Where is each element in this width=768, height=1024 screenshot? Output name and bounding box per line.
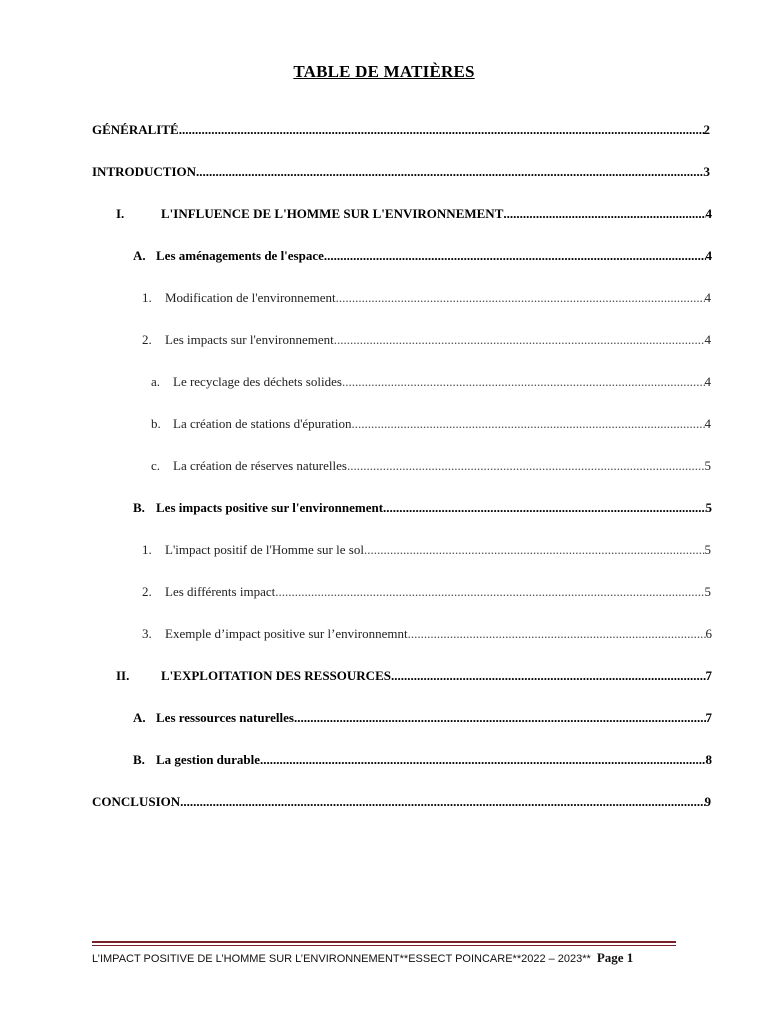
toc-entry-page: 2: [703, 122, 710, 137]
toc-entry-number: a.: [151, 374, 161, 389]
toc-entry-section-iib[interactable]: [133, 752, 712, 768]
dot-leader: [383, 500, 705, 516]
dot-leader: [364, 542, 705, 558]
toc-entry-number: 3.: [142, 626, 152, 641]
toc-entry-section-ii[interactable]: [116, 668, 712, 684]
toc-entry-number: 2.: [142, 332, 152, 347]
page-title: TABLE DE MATIÈRES: [293, 62, 475, 81]
toc-entry-label: L'EXPLOITATION DES RESSOURCES: [161, 668, 391, 683]
toc-entry-section-ia2a[interactable]: [151, 374, 711, 390]
toc-entry-label: La gestion durable: [156, 752, 261, 767]
toc-entry-section-ia2b[interactable]: [151, 416, 711, 432]
dot-leader: [294, 710, 706, 726]
dot-leader: [391, 668, 706, 684]
toc-entry-section-ib1[interactable]: [142, 542, 711, 558]
dot-leader: [260, 752, 705, 768]
toc-entry-page: 3: [703, 164, 710, 179]
toc-entry-section-i[interactable]: [116, 206, 712, 222]
toc-entry-page: 8: [705, 752, 712, 767]
toc-entry-label: CONCLUSION: [92, 794, 181, 809]
dot-leader: [408, 626, 706, 642]
toc-entry-conclusion[interactable]: [92, 794, 711, 810]
toc-entry-number: c.: [151, 458, 161, 473]
toc-entry-number: A.: [133, 710, 146, 725]
toc-entry-page: 5: [705, 500, 712, 515]
toc-entry-page: 4: [704, 374, 711, 389]
toc-entry-generalite[interactable]: [92, 122, 710, 138]
toc-entry-number: B.: [133, 752, 145, 767]
toc-entry-section-ib3[interactable]: [142, 626, 712, 642]
toc-entry-section-ia[interactable]: [133, 248, 712, 264]
dot-leader: [324, 248, 706, 264]
toc-entry-label: Les ressources naturelles: [156, 710, 294, 725]
toc-entry-number: 1.: [142, 542, 152, 557]
toc-entry-section-iia[interactable]: [133, 710, 712, 726]
toc-entry-page: 4: [705, 248, 712, 263]
toc-entry-label: Modification de l'environnement: [165, 290, 336, 305]
footer-page-number: Page 1: [596, 950, 634, 965]
toc-entry-label: Les différents impact: [165, 584, 276, 599]
toc-entry-page: 6: [705, 626, 712, 641]
toc-entry-page: 7: [705, 710, 712, 725]
dot-leader: [180, 794, 704, 810]
toc-entry-section-ib[interactable]: [133, 500, 712, 516]
toc-entry-label: Les impacts positive sur l'environnement: [156, 500, 384, 515]
toc-entry-label: Les impacts sur l'environnement: [165, 332, 334, 347]
toc-entry-page: 4: [704, 332, 711, 347]
dot-leader: [179, 122, 704, 138]
dot-leader: [342, 374, 705, 390]
footer-rule-thick: [92, 941, 676, 943]
toc-entry-label: L'INFLUENCE DE L'HOMME SUR L'ENVIRONNEMENT: [161, 206, 504, 221]
toc-entry-label: La création de réserves naturelles: [173, 458, 347, 473]
toc-entry-section-ia2c[interactable]: [151, 458, 711, 474]
toc-entry-page: 5: [704, 542, 711, 557]
dot-leader: [275, 584, 704, 600]
page-footer: [92, 950, 682, 966]
toc-entry-page: 4: [705, 206, 712, 221]
toc-entry-label: Les aménagements de l'espace: [156, 248, 324, 263]
toc-entry-number: I.: [116, 206, 125, 221]
toc-entry-label: L'impact positif de l'Homme sur le sol: [165, 542, 364, 557]
toc-entry-section-ib2[interactable]: [142, 584, 711, 600]
toc-entry-page: 5: [704, 458, 711, 473]
toc-entry-page: 5: [704, 584, 711, 599]
toc-entry-page: 9: [704, 794, 711, 809]
toc-entry-number: 2.: [142, 584, 152, 599]
toc-entry-number: 1.: [142, 290, 152, 305]
dot-leader: [352, 416, 705, 432]
toc-entry-page: 4: [704, 290, 711, 305]
toc-entry-number: A.: [133, 248, 146, 263]
toc-entry-number: II.: [116, 668, 130, 683]
toc-entry-label: GÉNÉRALITÉ: [92, 122, 179, 137]
toc-entry-page: 4: [704, 416, 711, 431]
toc-entry-section-ia2[interactable]: [142, 332, 711, 348]
dot-leader: [347, 458, 705, 474]
toc-entry-section-ia1[interactable]: [142, 290, 711, 306]
toc-entry-label: Exemple d’impact positive sur l’environnemnt: [165, 626, 408, 641]
toc-entry-label: La création de stations d'épuration: [173, 416, 352, 431]
toc-entry-label: Le recyclage des déchets solides: [173, 374, 342, 389]
dot-leader: [196, 164, 703, 180]
dot-leader: [336, 290, 705, 306]
toc-entry-number: b.: [151, 416, 161, 431]
dot-leader: [334, 332, 705, 348]
toc-entry-number: B.: [133, 500, 145, 515]
toc-entry-page: 7: [705, 668, 712, 683]
toc-entry-label: INTRODUCTION: [92, 164, 197, 179]
dot-leader: [503, 206, 705, 222]
footer-text: L’IMPACT POSITIVE DE L’HOMME SUR L’ENVIRONNEMENT**ESSECT POINCARE**2022 – 2023**: [92, 953, 591, 965]
footer-rule-thin: [92, 945, 676, 946]
toc-entry-introduction[interactable]: [92, 164, 710, 180]
